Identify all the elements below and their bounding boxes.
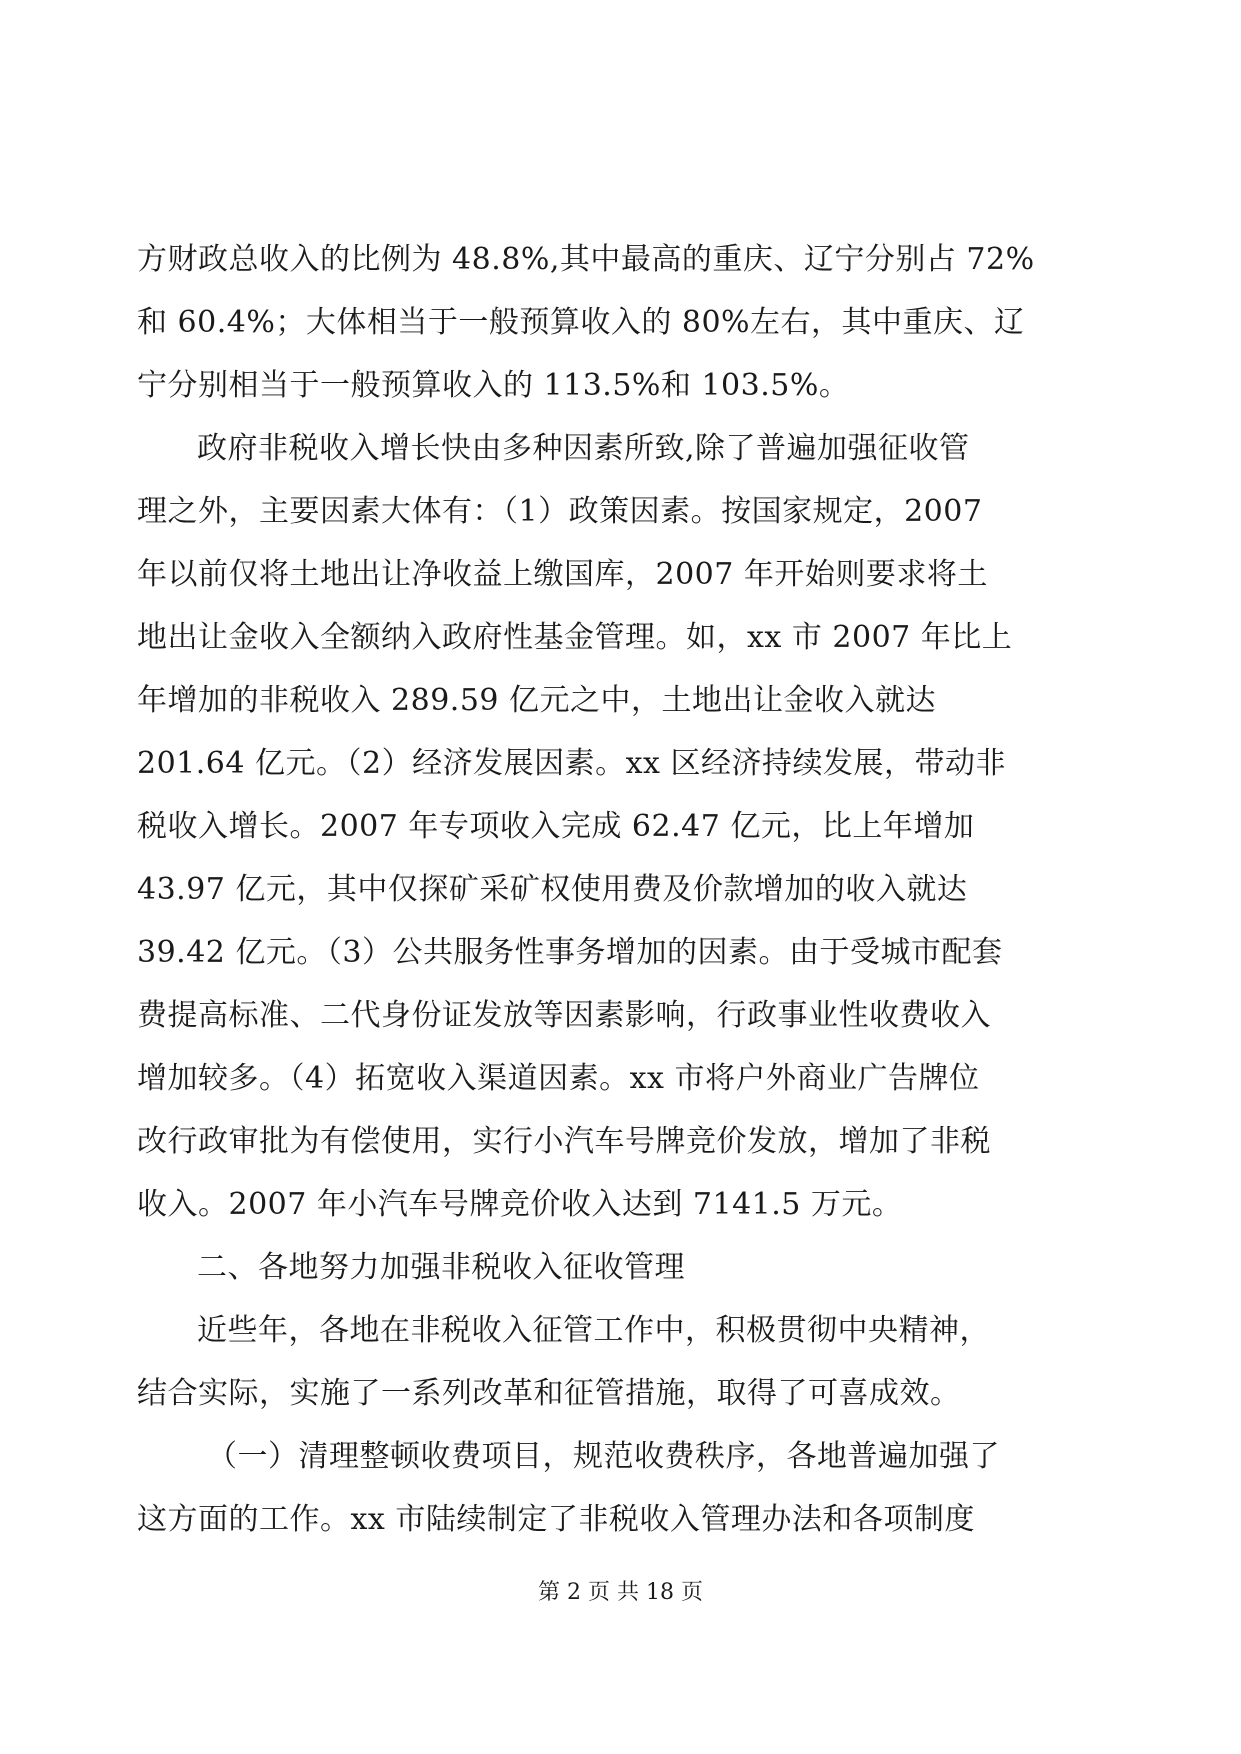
paragraph-start-line: 近些年，各地在非税收入征管工作中，积极贯彻中央精神， <box>197 1313 990 1348</box>
text-line-3: 宁分别相当于一般预算收入的 113.5%和 103.5%。 <box>137 368 850 403</box>
text-line-2: 和 60.4%；大体相当于一般预算收入的 80%左右，其中重庆、辽 <box>137 305 1025 340</box>
text-line-21: 这方面的工作。xx 市陆续制定了非税收入管理办法和各项制度 <box>137 1502 975 1537</box>
text-line-13: 费提高标准、二代身份证发放等因素影响，行政事业性收费收入 <box>137 998 991 1033</box>
text-line-8: 年增加的非税收入 289.59 亿元之中，土地出让金收入就达 <box>137 683 937 718</box>
text-line-16: 收入。2007 年小汽车号牌竞价收入达到 7141.5 万元。 <box>137 1187 903 1222</box>
text-line-1: 方财政总收入的比例为 48.8%,其中最高的重庆、辽宁分别占 72% <box>137 242 1035 277</box>
section-heading: 二、各地努力加强非税收入征收管理 <box>197 1250 685 1285</box>
text-line-14: 增加较多。（4）拓宽收入渠道因素。xx 市将户外商业广告牌位 <box>137 1061 980 1096</box>
text-line-19: 结合实际，实施了一系列改革和征管措施，取得了可喜成效。 <box>137 1376 961 1411</box>
subsection-start-line: （一）清理整顿收费项目，规范收费秩序，各地普遍加强了 <box>207 1439 1000 1474</box>
text-line-5: 理之外，主要因素大体有：（1）政策因素。按国家规定，2007 <box>137 494 983 529</box>
text-line-10: 税收入增长。2007 年专项收入完成 62.47 亿元，比上年增加 <box>137 809 975 844</box>
text-line-6: 年以前仅将土地出让净收益上缴国库，2007 年开始则要求将土 <box>137 557 988 592</box>
text-line-11: 43.97 亿元，其中仅探矿采矿权使用费及价款增加的收入就达 <box>137 872 968 907</box>
page-number-footer: 第 2 页 共 18 页 <box>538 1580 703 1605</box>
text-line-9: 201.64 亿元。（2）经济发展因素。xx 区经济持续发展，带动非 <box>137 746 1006 781</box>
text-line-15: 改行政审批为有偿使用，实行小汽车号牌竞价发放，增加了非税 <box>137 1124 991 1159</box>
text-line-12: 39.42 亿元。（3）公共服务性事务增加的因素。由于受城市配套 <box>137 935 1003 970</box>
document-body <box>137 228 1103 1551</box>
text-line-7: 地出让金收入全额纳入政府性基金管理。如，xx 市 2007 年比上 <box>137 620 1013 655</box>
paragraph-start-line: 政府非税收入增长快由多种因素所致,除了普遍加强征收管 <box>197 431 970 466</box>
